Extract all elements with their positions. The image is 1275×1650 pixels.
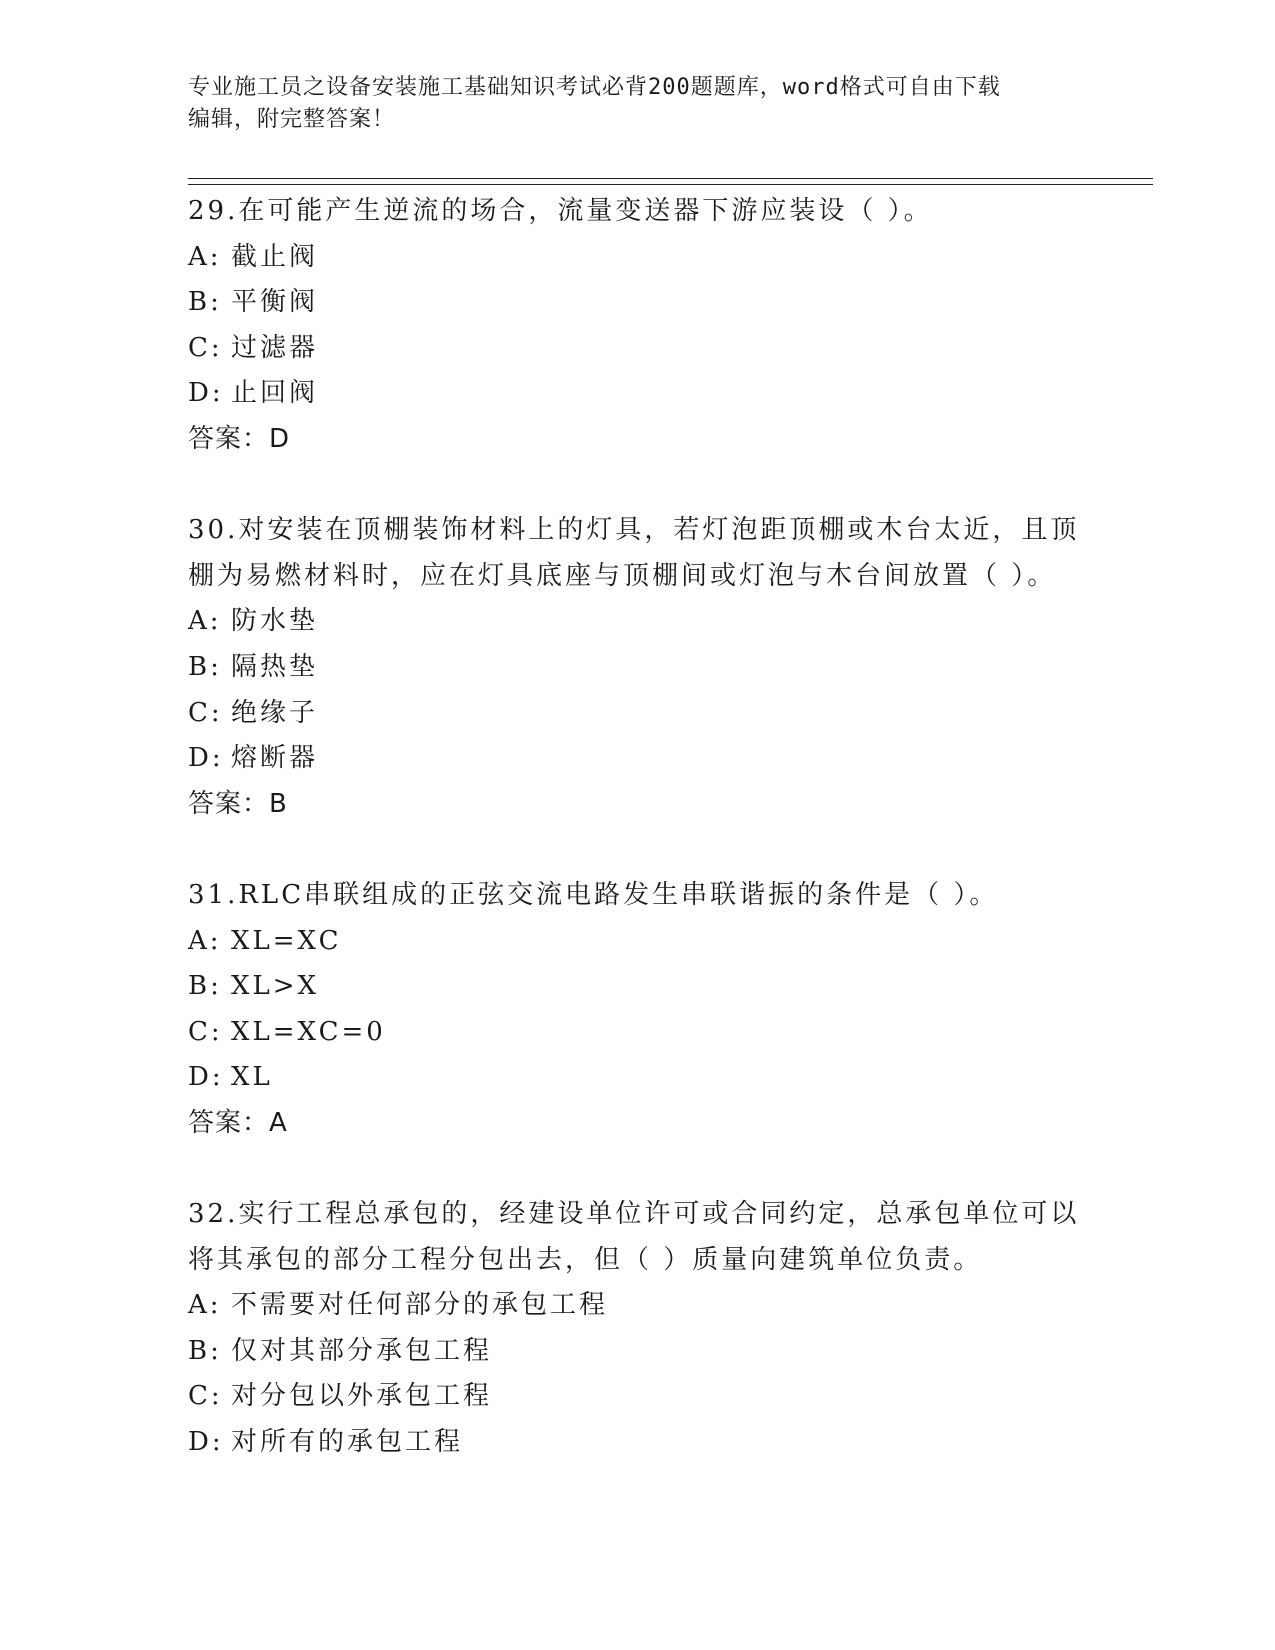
option-letter: D: xyxy=(188,378,224,409)
option-text: 熔断器 xyxy=(231,743,319,774)
header-divider-top xyxy=(188,178,1153,179)
question-block xyxy=(188,1192,1088,1466)
option-letter: C: xyxy=(188,332,223,363)
option-letter: D: xyxy=(188,1427,224,1458)
header-divider-bottom xyxy=(188,184,1153,185)
option-text: 不需要对任何部分的承包工程 xyxy=(231,1290,609,1321)
question-stem-line: 将其承包的部分工程分包出去，但（ ）质量向建筑单位负责。 xyxy=(188,1244,983,1275)
option-text: 截止阀 xyxy=(231,241,319,272)
question-list xyxy=(188,189,1088,1466)
option-text: 对所有的承包工程 xyxy=(231,1427,464,1458)
option-text: 平衡阀 xyxy=(231,287,319,318)
option-text: XL=XC=0 xyxy=(231,1016,386,1047)
option-text: 止回阀 xyxy=(231,378,319,409)
answer-option xyxy=(188,371,1088,417)
answer-key: 答案：B xyxy=(188,788,288,819)
question-block xyxy=(188,508,1088,827)
answer-key: 答案：A xyxy=(188,1107,288,1138)
answer-option xyxy=(188,919,1088,965)
option-text: XL>X xyxy=(231,971,320,1002)
answer-option xyxy=(188,1329,1088,1375)
answer-option xyxy=(188,280,1088,326)
question-stem-line: 30.对安装在顶棚装饰材料上的灯具，若灯泡距顶棚或木台太近，且顶 xyxy=(188,515,1080,546)
question-stem-line: 31.RLC串联组成的正弦交流电路发生串联谐振的条件是（ ）。 xyxy=(188,879,999,910)
option-text: 绝缘子 xyxy=(231,697,319,728)
option-letter: A: xyxy=(188,925,222,956)
answer-option xyxy=(188,1283,1088,1329)
question-stem-line: 29.在可能产生逆流的场合，流量变送器下游应装设（ ）。 xyxy=(188,196,933,226)
question-stem xyxy=(188,1192,1088,1283)
option-letter: A: xyxy=(188,241,222,272)
answer-option xyxy=(188,326,1088,372)
answer-option xyxy=(188,599,1088,645)
answer-option xyxy=(188,645,1088,691)
question-stem xyxy=(188,189,1088,235)
option-letter: A: xyxy=(188,606,222,637)
option-text: XL xyxy=(231,1062,273,1093)
option-letter: D: xyxy=(188,743,224,774)
option-text: 仅对其部分承包工程 xyxy=(231,1335,493,1366)
answer-option xyxy=(188,1055,1088,1101)
answer-option xyxy=(188,235,1088,281)
option-text: 过滤器 xyxy=(231,332,319,363)
answer-option xyxy=(188,1420,1088,1466)
answer-option xyxy=(188,1010,1088,1056)
option-text: 隔热垫 xyxy=(231,651,319,682)
option-text: 对分包以外承包工程 xyxy=(231,1381,493,1412)
answer-option xyxy=(188,691,1088,737)
option-letter: B: xyxy=(188,651,222,682)
question-block xyxy=(188,189,1088,463)
answer-option xyxy=(188,1374,1088,1420)
question-stem-line: 棚为易燃材料时，应在灯具底座与顶棚间或灯泡与木台间放置（ ）。 xyxy=(188,560,1057,591)
option-letter: C: xyxy=(188,697,223,728)
option-letter: B: xyxy=(188,287,222,318)
question-stem xyxy=(188,873,1088,919)
option-letter: D: xyxy=(188,1062,224,1093)
header-line-1: 专业施工员之设备安装施工基础知识考试必背200题题库，word格式可自由下载 xyxy=(188,75,1001,100)
question-stem-line: 32.实行工程总承包的，经建设单位许可或合同约定，总承包单位可以 xyxy=(188,1199,1080,1230)
answer-option xyxy=(188,736,1088,782)
option-letter: A: xyxy=(188,1290,222,1321)
option-text: 防水垫 xyxy=(231,606,319,637)
document-header xyxy=(188,72,1068,136)
header-line-2: 编辑，附完整答案！ xyxy=(188,107,396,132)
option-letter: B: xyxy=(188,1335,222,1366)
option-text: XL=XC xyxy=(231,925,342,956)
answer-key: 答案：D xyxy=(188,423,291,454)
option-letter: B: xyxy=(188,971,222,1002)
answer-option xyxy=(188,964,1088,1010)
question-stem xyxy=(188,508,1088,599)
option-letter: C: xyxy=(188,1016,223,1047)
question-block xyxy=(188,873,1088,1147)
option-letter: C: xyxy=(188,1381,223,1412)
